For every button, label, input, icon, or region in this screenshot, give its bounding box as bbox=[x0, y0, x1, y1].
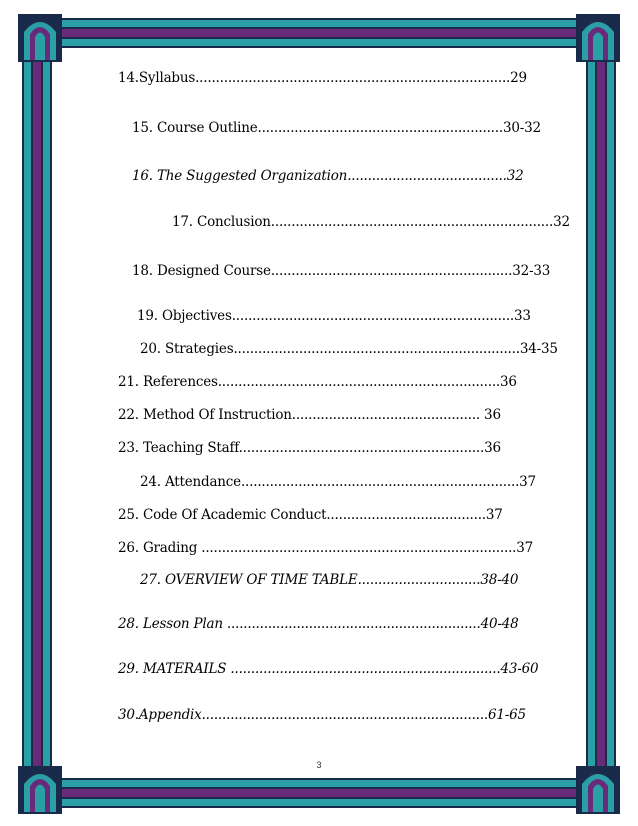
toc-entry-29 bbox=[118, 661, 538, 677]
toc-label: 27. OVERVIEW OF TIME TABLE bbox=[140, 572, 358, 588]
toc-entry-27 bbox=[140, 572, 518, 588]
toc-leader: ....................................... bbox=[326, 507, 486, 523]
toc-entry-23 bbox=[118, 440, 501, 456]
toc-entry-25 bbox=[118, 507, 503, 523]
toc-leader: .............................................. bbox=[291, 407, 480, 423]
toc-pages: 36 bbox=[500, 374, 517, 390]
toc-pages: 32 bbox=[553, 214, 570, 230]
toc-pages: 36 bbox=[479, 407, 501, 423]
toc-entry-30 bbox=[118, 707, 526, 723]
toc-label: 24. Attendance bbox=[140, 474, 241, 490]
toc-leader: ....................................... bbox=[347, 168, 507, 184]
toc-leader: ..................................................................... bbox=[270, 214, 554, 230]
toc-entry-26 bbox=[118, 540, 533, 556]
toc-pages: 34-35 bbox=[519, 341, 558, 357]
toc-leader: ............................................................................. bbox=[201, 540, 517, 556]
toc-pages: 37 bbox=[516, 540, 534, 556]
toc-leader: .............................................................. bbox=[226, 616, 481, 632]
toc-leader: ...................................................................... bbox=[233, 341, 520, 357]
toc-entry-28 bbox=[118, 616, 519, 632]
toc-pages: 33 bbox=[514, 308, 531, 324]
toc-leader: ............................................................................. bbox=[195, 70, 511, 86]
border-bottom bbox=[22, 778, 616, 808]
toc-entry-21 bbox=[118, 374, 517, 390]
toc-label: 29. MATERAILS bbox=[118, 661, 231, 677]
toc-leader: ..................................................................... bbox=[217, 374, 501, 390]
toc-label: 18. Designed Course bbox=[132, 263, 271, 279]
toc-pages: 32-33 bbox=[512, 263, 551, 279]
toc-leader: .................................................................... bbox=[240, 474, 520, 490]
toc-label: 23. Teaching Staff bbox=[118, 440, 239, 456]
border-top bbox=[22, 18, 616, 48]
toc-label: 21. References bbox=[118, 374, 218, 390]
toc-pages: 36 bbox=[484, 440, 501, 456]
toc-label: 22. Method Of Instruction bbox=[118, 407, 292, 423]
toc-entry-14 bbox=[118, 70, 527, 86]
toc-label: 25. Code Of Academic Conduct bbox=[118, 507, 327, 523]
toc-entry-20 bbox=[140, 341, 558, 357]
toc-pages: 43-60 bbox=[500, 661, 539, 677]
border-right bbox=[586, 18, 616, 808]
toc-pages: 40-48 bbox=[480, 616, 519, 632]
toc-pages: 32 bbox=[506, 168, 524, 184]
toc-label: 20. Strategies bbox=[140, 341, 234, 357]
toc-leader: ..................................................................... bbox=[231, 308, 515, 324]
toc-leader: .................................................................. bbox=[230, 661, 501, 677]
toc-leader: .............................. bbox=[357, 572, 481, 588]
toc-label: 17. Conclusion bbox=[172, 214, 271, 230]
corner-ornament-icon bbox=[18, 766, 62, 814]
toc-label: 28. Lesson Plan bbox=[118, 616, 227, 632]
toc-leader: ............................................................ bbox=[257, 120, 503, 136]
toc-label: 26. Grading bbox=[118, 540, 202, 556]
toc-entry-15 bbox=[132, 120, 541, 136]
toc-pages: 61-65 bbox=[487, 707, 526, 723]
toc-entry-17 bbox=[172, 214, 570, 230]
toc-leader: ...................................................................... bbox=[201, 707, 488, 723]
toc-entry-18 bbox=[132, 263, 550, 279]
toc-pages: 30-32 bbox=[502, 120, 541, 136]
toc-leader: ........................................................... bbox=[270, 263, 513, 279]
corner-ornament-icon bbox=[576, 766, 620, 814]
toc-label: 16. The Suggested Organization bbox=[132, 168, 348, 184]
toc-pages: 37 bbox=[519, 474, 536, 490]
toc-entry-22 bbox=[118, 407, 501, 423]
toc-pages: 29 bbox=[510, 70, 527, 86]
page-number: 3 bbox=[316, 760, 322, 770]
toc-label: 19. Objectives bbox=[137, 308, 232, 324]
toc-pages: 38-40 bbox=[480, 572, 519, 588]
toc-entry-24 bbox=[140, 474, 536, 490]
toc-label: 30.Appendix bbox=[118, 707, 202, 723]
toc-entry-16 bbox=[132, 168, 524, 184]
toc-label: 14.Syllabus bbox=[118, 70, 196, 86]
toc-leader: ............................................................ bbox=[238, 440, 485, 456]
corner-ornament-icon bbox=[18, 14, 62, 62]
toc-pages: 37 bbox=[485, 507, 503, 523]
toc-entry-19 bbox=[137, 308, 531, 324]
border-left bbox=[22, 18, 52, 808]
toc-label: 15. Course Outline bbox=[132, 120, 258, 136]
corner-ornament-icon bbox=[576, 14, 620, 62]
